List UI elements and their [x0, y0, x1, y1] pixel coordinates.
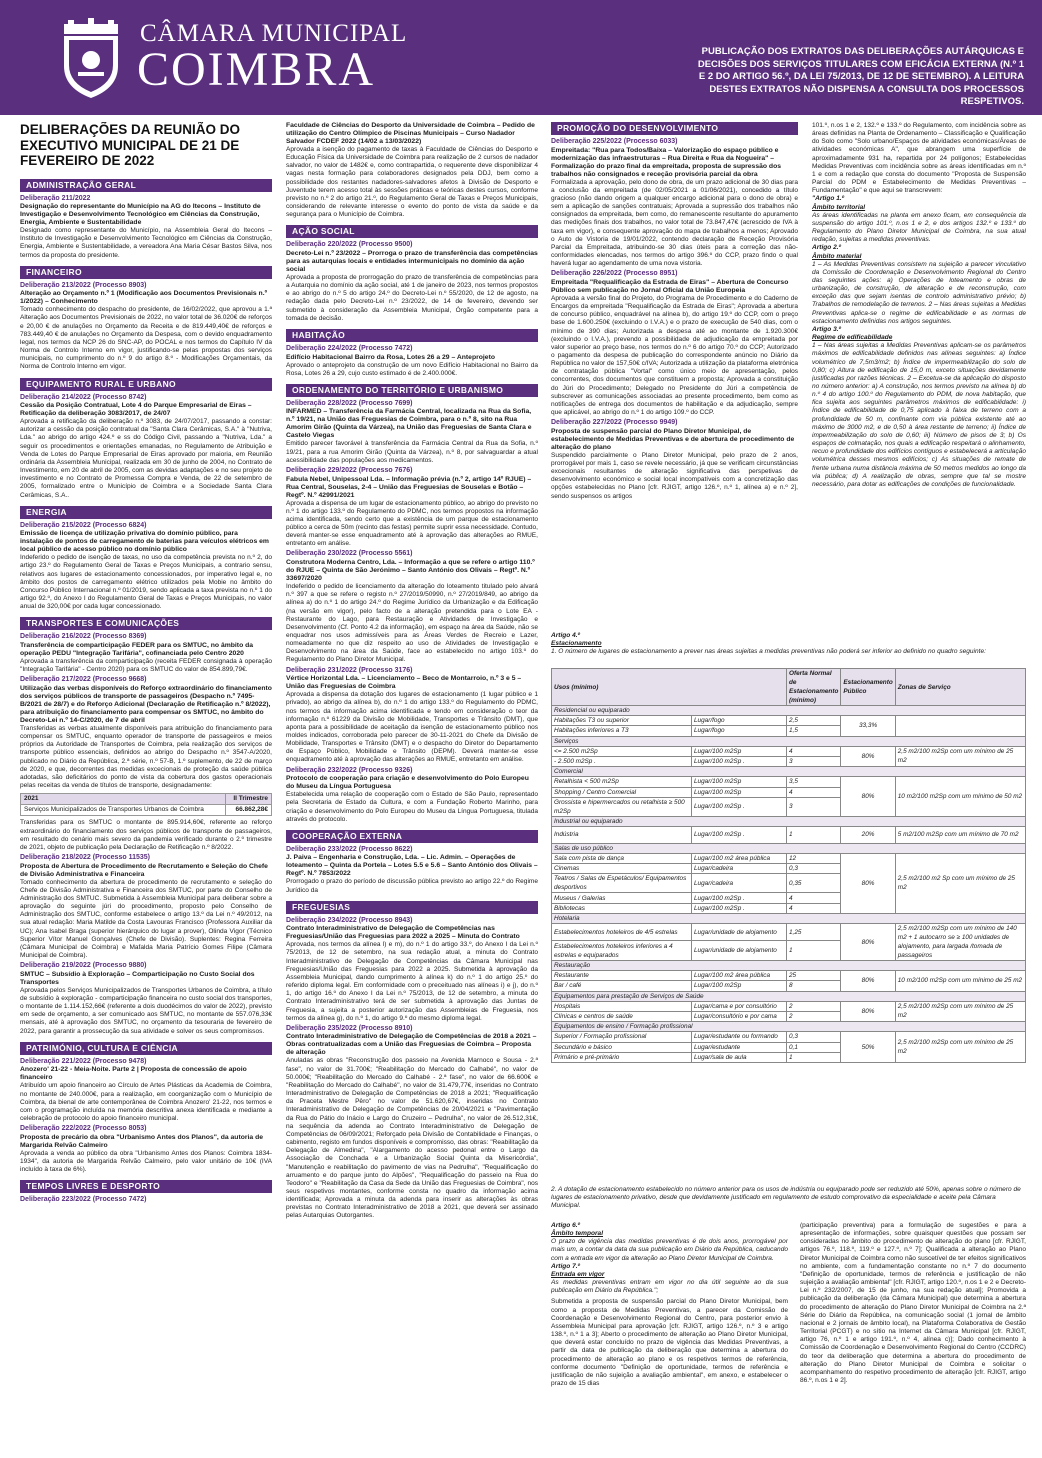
cell-use: - 2.500 m2Sp . [552, 756, 692, 766]
deliberation-number: Deliberação 230/2022 (Processo 5561) [286, 550, 413, 558]
deliberation-title: Contrato Interadministrativo de Delegação de Competências nas Freguesias/União das Freguesias para 2022 a 2025 – Minuta do Contrato [286, 925, 520, 941]
cell-unit: Lugar/estudante ou formando [692, 1032, 787, 1042]
header-zonas: Zonas de Serviço [895, 669, 1025, 706]
section-heading: ADMINISTRAÇÃO GERAL [20, 179, 272, 192]
table-row [552, 706, 1026, 716]
table-value: 66.862,28€ [226, 805, 272, 816]
cell-use: Bibliotecas [552, 903, 692, 913]
deliberation-text: Aprovada pelos Serviços Municipalizados de Transportes Urbanos de Coimbra, a título de subsídio à exploração - comparticipação financeira no custo social dos transportes, o montante de 1.114.152,66€ (referente a dois duodécimos do valor de 2022), previsto em sede de orçamento, a ser comunicado aos SMTUC, no montante de 557.076,33€ mensais, até à aprovação dos SMTUC, no orçamento da tesouraria de fevereiro de 2022, para garantir a prossecução da sua atividade e solver os seus compromissos. [20, 986, 272, 1035]
deliberation-title: Transferência de comparticipação FEDER para os SMTUC, no âmbito da operação PEDU "Integração Tarifária", cofinanciada pelo Centro 2020 [20, 642, 254, 657]
group-label: Equipamentos de ensino / Formação profissional [552, 1022, 1026, 1032]
deliberation-number: Deliberação 220/2022 (Processo 9500) [286, 241, 413, 249]
deliberation-text: Tomado conhecimento da abertura de procedimento de recrutamento e seleção do Chefe de Divisão Administrativa e Financeira dos SMTUC, por parte do Conselho de Administração dos SMTUC. Submetida à Assembleia Municipal para deliberar sobre a aprovação do seguinte júri do procedimento, proposto pelo Conselho de Administração dos SMTUC, conforme estabelece o artigo 13.º da Lei n.º 49/2012, na sua atual redação: Maria Matilde da Costa Lavouras Francisco (Professora Auxiliar da UC); Ana Isabel Braga (superior hierárquico do lugar a prover), Olinda Vigor (Técnico Superior Vítor Manuel Gonçalves (Chefe de Divisão). Suplentes: Regina Ferreira (Câmara Municipal de Coimbra) e Mafalda Maria Patrício Gomes Filipe (Câmara Municipal de Coimbra). [20, 878, 272, 960]
section-heading: TEMPOS LIVRES E DESPORTO [20, 1180, 272, 1193]
article-4 [551, 632, 1026, 656]
cell-public: 80% [841, 924, 895, 961]
cell-service-zone: 2,5 m2/100 m2Sp com um mínimo de 25 m2 [895, 746, 1025, 766]
deliberation-title: Empreitada "Requalificação da Estrada de Eiras" – Abertura de Concurso Público sem publicação no Jornal Oficial da União Europeia [551, 278, 789, 294]
cell-use: Hospitais [552, 1001, 692, 1011]
deliberation-text: Aprovado o anteprojeto da construção de um novo Edifício Habitacional no Bairro da Rosa, Lotes 26 a 29, cujo custo estimado é de 2.400.000€. [286, 361, 538, 377]
article-subheading: Âmbito temporal [551, 1230, 604, 1238]
cell-value: 4 [787, 787, 841, 797]
deliberation-number: Deliberação 218/2022 (Processo 11535) [20, 854, 150, 862]
cell-use: Estabelecimentos hoteleiros inferiores a 4 estrelas e equiparados [552, 941, 692, 961]
cell-use: Secundário e básico [552, 1042, 692, 1052]
cell-unit: Lugar/100 m2Sp . [692, 797, 787, 816]
deliberation-text: Tomado conhecimento do despacho do presidente, de 16/02/2022, que aprovou a 1.ª Alteração aos Documentos Previsionais de 2022, no valor total de 36.020€ de reforços e 20,00 € de anulações no Orçamento da Receita e de 819.449,40€ de reforços e 783.449,40 € de anulações no Orçamento da Despesa, com o devido enquadramento legal, nos termos da NCP 26 do SNC-AP, do POCAL e nos termos do Capítulo IV da Norma de Controlo Interno em vigor, justificando-se pelas propostas dos serviços municipais, no cumprimento do n.º 9 do artigo 8.º - Modificações Orçamentais, da Norma de Controlo Interno em vigor. [20, 306, 272, 371]
cell-service-zone: 10 m2/100 m2Sp com um mínimo de 25 m2 [895, 971, 1025, 991]
table-row [552, 1001, 1026, 1011]
deliberation-title: INFARMED – Transferência da Farmácia Central, localizada na Rua da Sofia, n.º 19/21, na União das Freguesias de Coimbra, para o n.º 8, sito na Rua Amorim Girão (Quinta da Várzea), na União das Freguesias de Santa Clara e Castelo Viegas [286, 408, 532, 440]
header-banner [0, 0, 1042, 115]
cell-value: 1,5 [787, 726, 841, 736]
table-row [552, 913, 1026, 923]
deliberation-title: Proposta de Abertura de Procedimento de Recrutamento e Seleção do Chefe de Divisão Administrativa e Financeira [20, 862, 268, 878]
section-heading: EQUIPAMENTO RURAL E URBANO [20, 378, 272, 391]
deliberation-text: Emitido parecer favorável à transferência da Farmácia Central da Rua da Sofia, n.º 19/21, para a rua Amorim Girão (Quinta da Várzea), n.º 8, por salvaguardar a atual acessibilidade das populações aos medicamentos. [286, 440, 538, 464]
cell-unit: Lugar/100 m2 área pública [692, 971, 787, 981]
publication-notice: PUBLICAÇÃO DOS EXTRATOS DAS DELIBERAÇÕES AUTÁRQUICAS E DECISÕES DOS SERVIÇOS TITULARES COM EFICÁCIA EXTERNA (N.º 1 E 2 DO ARTIGO 56.º, DA LEI 75/2013, DE 12 DE SETEMBRO). A LEITURA DESTES EXTRATOS NÃO DISPENSA A CONSULTA DOS PROCESSOS RESPETIVOS. [697, 46, 1024, 107]
column-1 [20, 122, 272, 1452]
cell-unit: Lugar/cama e por consultório [692, 1001, 787, 1011]
table-row [552, 854, 1026, 864]
article-heading: "Artigo 1.º [812, 195, 845, 203]
section-heading: PROMOÇÃO DO DESENVOLVIMENTO [551, 122, 798, 135]
deliberation-number: Deliberação 216/2022 (Processo 8369) [20, 633, 147, 641]
header-oferta: Oferta Normal de Estacionamento (mínimo) [787, 669, 841, 706]
cell-public: 50% [841, 1032, 895, 1063]
deliberation-text: Formalizada a aprovação, pelo dono de obra, de um prazo adicional de 30 dias para a conclusão da empreitada (de 02/05/2021 a 01/06/2021), concedido a título gracioso (não dando origem a qualquer encargo adicional para o dono de obra) e sem a aplicação de sanções contratuais; Aprovada a supressão dos trabalhos não consignados da empreitada, bem como, do remanescente resultante do apuramento das medições finais dos trabalhos, no valor total de 73.847,47€ (acrescido de IVA à taxa em vigor), e consequente aprovação do mapa de trabalhos a menos; Aprovado o Auto de Vistoria de 19/01/2022, contendo declaração de Receção Provisória Parcial da Empreitada, atribuindo-se 30 dias úteis para a correção das não-conformidades elencadas, nos termos do artigo 396.º do CCP, prazo findo o qual haverá lugar ao agendamento de uma nova vistoria. [551, 178, 798, 268]
cell-service-zone: 2,5 m2/100 m2Sp com um mínimo de 140 m2 + 1 autocarro se ≥ 100 unidades de alojamento, para largada /tomada de passageiros [895, 924, 1025, 961]
cell-use: Retalhista < 500 m2Sp [552, 777, 692, 787]
cell-unit: Lugar/100 m2Sp . [692, 826, 787, 843]
deliberation-number: Deliberação 221/2022 (Processo 9478) [20, 1057, 147, 1065]
cell-service-zone: 10 m2/100 m2Sp com um mínimo de 50 m2 [895, 777, 1025, 816]
deliberation-text: Aprovada a retificação da deliberação n.º 3083, de 24/07/2017, passando a constar: autorizar a cessão da posição contratual da "Santa Clara Cerâmicas, S.A." à "Nutriva, Lda." ao abrigo do artigo 424.º e ss do Código Civil, passando a "Nutriva, Lda." a seguir os procedimentos e orientações emanadas, no Regulamento de Atribuição e Venda de Lotes do Parque Empresarial de Eiras aprovado por maioria, em Reunião ordinária da Assembleia Municipal, realizada em 30 de junho de 2004, no Contrato de Investimento, em 20 de abril de 2005, com as devidas adaptações e no seu projeto de investimento e no Contrato de Promessa Compra e Venda, de 22 de setembro de 2005, formalizado entre o Município de Coimbra e a Sociedade Santa Clara Cerâmicas, S.A.. [20, 418, 272, 499]
deliberation-title: Proposta de precário da obra "Urbanismo Antes dos Planos", da autoria de Margarida Relvão Calmeiro [20, 1133, 264, 1149]
cell-value: 2 [787, 1001, 841, 1011]
deliberation-text: Prorrogado o prazo do período de discussão pública previsto ao artigo 22.º do Regime Jurídico da [286, 878, 538, 894]
cell-service-zone: 5 m2/100 m2Sp com um mínimo de 70 m2 [895, 826, 1025, 843]
deliberation-text: Aprovada a proposta de prorrogação do prazo de transferência de competências para a Autarquia no domínio da ação social, até 1 de janeiro de 2023, nos termos propostos e ao abrigo do n.º 5 do artigo 24.º do Decreto-Lei n.º 55/2020, de 12 de agosto, na redação dada pelo Decreto-Lei n.º 23/2022, de 14 de fevereiro, devendo ser submetido à consideração da Assembleia Municipal, Órgão competente para a tomada de decisão. [286, 274, 538, 322]
cell-unit: Lugar/cadeira [692, 874, 787, 893]
parking-table [551, 668, 1026, 1063]
group-label: Industrial ou equiparado [552, 816, 1026, 826]
cell-use: Grossista e hipermercados ou retalhista ≥ 500 m2Sp [552, 797, 692, 816]
deliberation-text: Designado como representante do Município, na Assembleia Geral do Itecons – Instituto de Investigação e Desenvolvimento Tecnológico em Ciências da Construção, Energia, Ambiente e Sustentabilidade, a vereadora Ana Maria César Bastos Silva, nos termos da proposta do presidente. [20, 227, 272, 259]
deliberation-number: Deliberação 227/2022 (Processo 9949) [551, 419, 678, 427]
cell-use: Museus / Galerias [552, 893, 692, 903]
smtuc-table [20, 793, 272, 816]
page-title: DELIBERAÇÕES DA REUNIÃO DO EXECUTIVO MUNICIPAL DE 21 DE FEVEREIRO DE 2022 [20, 122, 241, 168]
cell-unit: Lugar/100 m2Sp . [692, 756, 787, 766]
deliberation-number: Deliberação 213/2022 (Processo 8903) [20, 281, 147, 289]
cell-unit: Lugar/100 m2Sp [692, 777, 787, 787]
deliberation-title: Empreitada: "Rua para Todos/Baixa – Valorização do espaço público e modernização das infraestruturas – Rua Direita e Rua da Nogueira" – Formalização do prazo final da empreitada, proposta de supressão dos trabalhos não consignados e receção provisória parcial da obra [551, 146, 782, 178]
deliberation-title: Faculdade de Ciências do Desporto da Universidade de Coimbra – Pedido de utilização do Centro Olímpico de Piscinas Municipais – Curso Nadador Salvador FCDEF 2022 (14/02 a 13/03/2022) [286, 122, 535, 145]
group-label: Residencial ou equiparado [552, 706, 1026, 716]
cell-use: Estabelecimentos hoteleiros de 4/5 estrelas [552, 924, 692, 941]
deliberation-title: Contrato Interadministrativo de Delegação de Competências de 2018 a 2021 – Obras contratualizadas com a União das Freguesias de Coimbra – Proposta de alteração [286, 1033, 537, 1057]
cell-unit: Lugar/estudante [692, 1042, 787, 1052]
cell-public: 33,3% [841, 716, 895, 736]
cell-service-zone [895, 716, 1025, 736]
cell-use: <= 2.500 m2Sp [552, 746, 692, 756]
section-heading: PATRIMÓNIO, CULTURA E CIÊNCIA [20, 1042, 272, 1055]
paragraph: Submetida a proposta de suspensão parcial do Plano Diretor Municipal, bem como a proposta de Medidas Preventivas, a parecer da Comissão de Coordenação e Desenvolvimento Regional do Centro, para posterior envio à Assembleia Municipal para aprovação [cfr. RJIGT, artigo 126.º, n.º 3 e artigo 138.º, n.º 1 a 3]; Aberto o procedimento de alteração ao Plano Diretor Municipal, que deverá estar concluído no prazo de vigência das Medidas Preventivas, a partir da data de publicação da deliberação que determina a abertura do procedimento de alteração ao plano e os respetivos termos de referência, conforme documento "Definição de oportunidade, termos de referência e justificação de não sujeição a avaliação ambiental", em anexo, e estabelecer o prazo de 15 dias [551, 1298, 788, 1387]
column-3 [551, 122, 798, 632]
cell-value: 12 [787, 854, 841, 864]
deliberation-title: Vértice Horizontal Lda. – Licenciamento – Beco de Montarroio, n.º 3 e 5 – União das Freguesias de Coimbra [286, 675, 522, 691]
coimbra-coat-of-arms-icon [56, 18, 126, 102]
article-heading: Artigo 2.º [812, 244, 841, 252]
section-heading: COOPERAÇÃO EXTERNA [286, 830, 538, 843]
cell-value: 8 [787, 981, 841, 991]
section-heading: FINANCEIRO [20, 266, 272, 279]
cell-use: Indústria [552, 826, 692, 843]
cell-use: Primário e pré-primário [552, 1052, 692, 1062]
brand-line-1: CÂMARA MUNICIPAL [140, 20, 408, 47]
deliberation-text: Indeferido o pedido de licenciamento da alteração do loteamento titulado pelo alvará n.º 397 a que se refere o registo n.º 27/2019/50990, n.º 27/2019/849, ao abrigo da alínea a) do n.º 1 do artigo 24.º do Regime Jurídico da Urbanização e da Edificação (na versão em vigor), pelo facto de a alteração pretendida para o Lote EA - Restaurante do Lago, para Restauração e Atividades de Investigação e Desenvolvimento (Cf. Ponto 4.2 da informação), em espaço na área da Saúde, não se enquadrar nos usos admissíveis para as Áreas Verdes de Recreio e Lazer, nomeadamente no que diz respeito ao uso de Atividades de Investigação e Desenvolvimento na área da Saúde, face ao estabelecido no artigo 103.º do Regulamento do Plano Diretor Municipal. [286, 583, 538, 664]
group-label: Salas de uso público [552, 843, 1026, 853]
section-heading: FREGUESIAS [286, 901, 538, 914]
section-heading: ORDENAMENTO DO TERRITÓRIO E URBANISMO [286, 384, 538, 397]
section-heading: HABITAÇÃO [286, 329, 538, 342]
cell-value: 4 [787, 903, 841, 913]
cell-use: Habitações T3 ou superior [552, 716, 692, 726]
cell-use: Shopping / Centro Comercial [552, 787, 692, 797]
cell-unit: Lugar/100 m2Sp . [692, 893, 787, 903]
deliberation-title: Protocolo de cooperação para criação e desenvolvimento do Polo Europeu do Museu da Língua Portuguesa [286, 775, 529, 791]
deliberation-number: Deliberação 214/2022 (Processo 8742) [20, 393, 147, 401]
section-heading: ENERGIA [20, 506, 272, 519]
cell-value: 3,5 [787, 777, 841, 787]
paragraph: 101.º, n.os 1 e 2, 132.º e 133.º do Regulamento, com incidência sobre as áreas definidas na Planta de Ordenamento – Classificação e Qualificação do Solo como "Solo urbano/Espaços de atividades económicas/Áreas de atividades económicas A", que abrangem uma superfície de aproximadamente 931 ha, repartida por 24 polígonos; Estabelecidas Medidas Preventivas com incidência sobre as áreas identificadas em n.º 1 e com a redação que consta do documento "Proposta de Suspensão Parcial do PDM e Estabelecimento de Medidas Preventivas – Fundamentação" e que aqui se transcrevem: [812, 122, 1026, 195]
cell-public: 20% [841, 826, 895, 843]
deliberation-number: Deliberação 234/2022 (Processo 8943) [286, 916, 413, 924]
deliberation-title: Construtora Moderna Centro, Lda. – Informação a que se refere o artigo 110.º do RJUE – Quinta de São Jerónimo – Santo António dos Olivais – Regtº. N.º 33697/2020 [286, 559, 535, 583]
deliberation-text: Aprovada a dispensa de um lugar de estacionamento público, ao abrigo do previsto no n.º 1 do artigo 133.º do Regulamento do PDMC, nos termos propostos na informação acima identificada, sendo certo que a existência de um parque de estacionamento público a cerca de 50m (recinto das festas) permite suprir essa necessidade. Contudo, deverá manter-se esse enquadramento até à aprovação das alterações ao RMUE, entretanto em análise. [286, 499, 538, 548]
cell-unit: Lugar/100 m2 área pública [692, 854, 787, 864]
group-label: Serviços [552, 736, 1026, 746]
cell-value: 3 [787, 797, 841, 816]
article-subheading: Regime de edificabilidade [812, 334, 893, 342]
deliberation-title: SMTUC – Subsídio à Exploração – Comparticipação no Custo Social dos Transportes [20, 970, 255, 986]
cell-unit: Lugar/unidade de alojamento [692, 924, 787, 941]
cell-value: 0,1 [787, 1042, 841, 1052]
cell-value: 0,35 [787, 874, 841, 893]
article-heading: Artigo 3.º [812, 325, 841, 333]
cell-use: Superior / Formação profissional [552, 1032, 692, 1042]
deliberation-title: Emissão de licença de utilização privativa do domínio público, para instalação de pontos de carregamento de baterias para veículos elétricos em local público de acesso público no domínio público [20, 530, 269, 554]
article-heading: Artigo 6.º [551, 1222, 580, 1229]
cell-use: Clínicas e centros de saúde [552, 1011, 692, 1021]
deliberation-text: Transferidas para os SMTUC o montante de 895.914,60€, referente ao reforço extraordinário do financiamento dos serviços públicos de transporte de passageiros, em resultado do cenário mais severo da pandemia verificado durante o 2.º trimestre de 2021, objeto de publicação pela Declaração de Retificação n.º 8/2022. [20, 819, 272, 851]
cell-unit: Lugar/sala de aula [692, 1052, 787, 1062]
cell-service-zone: 2,5 m2/100 m2Sp com um mínimo de 25 m2 [895, 1032, 1025, 1063]
article-text: As medidas preventivas entram em vigor no dia útil seguinte ao da sua publicação em Diário da República."; [551, 1279, 788, 1295]
deliberation-number: Deliberação 217/2022 (Processo 9668) [20, 676, 147, 684]
deliberation-number: Deliberação 211/2022 [20, 194, 91, 202]
deliberation-number: Deliberação 225/2022 (Processo 6033) [551, 138, 678, 145]
column-5 [551, 1222, 788, 1452]
cell-unit: Lugar/fogo [692, 726, 787, 736]
article-text: 1 – As Medidas Preventivas consistem na sujeição a parecer vinculativo da Comissão de Coordenação e Desenvolvimento Regional do Centro das seguintes ações: a) Operações de loteamento e obras de urbanização, de construção, de alteração e de reconstrução, com exceção das que sejam isentas de controlo administrativo prévio; b) Trabalhos de remodelação de terrenos. 2 – Nas áreas sujeitas a Medidas Preventivas aplica-se o regime de edificabilidade e as normas de estacionamento definidas nos artigos seguintes. [812, 260, 1026, 325]
section-heading: AÇÃO SOCIAL [286, 225, 538, 238]
deliberation-text: Atribuído um apoio financeiro ao Círculo de Artes Plásticas da Academia de Coimbra, no montante de 240.000€, para a realização, em coorganização com o Município de Coimbra, da bienal de arte contemporânea de Coimbra Anozero' 21-22, nos termos e com o programação incluída na memória descritiva anexa identificada e mediante a celebração de protocolo do apoio financeiro municipal. [20, 1082, 272, 1122]
table-row [552, 971, 1026, 981]
article-heading: Artigo 7.º [551, 1262, 580, 1270]
cell-use: Bar / café [552, 981, 692, 991]
cell-value: 4 [787, 893, 841, 903]
cell-unit: Lugar/cadeira [692, 864, 787, 874]
table-year: 2021 [21, 794, 226, 805]
deliberation-number: Deliberação 229/2022 (Processo 7676) [286, 466, 413, 474]
cell-unit: Lugar/unidade de alojamento [692, 941, 787, 961]
cell-value: 1 [787, 941, 841, 961]
column-2 [286, 122, 538, 1452]
column-4 [812, 122, 1026, 632]
group-label: Restauração [552, 961, 1026, 971]
deliberation-number: Deliberação 235/2022 (Processo 8910) [286, 1024, 413, 1032]
deliberation-text: Aprovada a venda ao público da obra "Urbanismo Antes dos Planos: Coimbra 1834-1934", da autoria de Margarida Relvão Calmeiro, pelo valor unitário de 10€ (IVA incluído à taxa de 6%). [20, 1149, 272, 1174]
section-heading: TRANSPORTES E COMUNICAÇÕES [20, 617, 272, 630]
deliberation-title: Proposta de suspensão parcial do Plano Diretor Municipal, de estabelecimento de Medidas Preventivas e de abertura de procedimento de alteração do plano [551, 427, 795, 451]
cell-value: 2 [787, 1011, 841, 1021]
deliberation-number: Deliberação 215/2022 (Processo 6824) [20, 521, 147, 529]
cell-value: 2,5 [787, 716, 841, 726]
cell-public: 80% [841, 746, 895, 766]
cell-value: 25 [787, 971, 841, 981]
cell-use: Restaurante [552, 971, 692, 981]
table-row [552, 924, 1026, 941]
article-subheading: Estacionamento [551, 640, 602, 647]
cell-value: 0,3 [787, 864, 841, 874]
article-subheading: Âmbito territorial [812, 203, 866, 211]
deliberation-text: Estabelecida uma relação de cooperação com o Estado de São Paulo, representado pela Secretaria de Estado da Cultura, e com a Fundação Roberto Marinho, para criação e desenvolvimento do Polo Europeu do Museu da Língua Portuguesa, titulada através do protocolo. [286, 791, 538, 823]
article-text: 1. O número de lugares de estacionamento a prever nas áreas sujeitas a medidas preventivas não poderá ser inferior ao definido no quadro seguinte: [551, 648, 986, 655]
column-6 [800, 1222, 1026, 1452]
deliberation-number: Deliberação 232/2022 (Processo 9326) [286, 766, 413, 774]
table-row [552, 961, 1026, 971]
deliberation-text: Aprovada, nos termos da alínea l) e m), do n.º 1 do artigo 33.º, do Anexo I da Lei n.º 75/2013, de 12 de setembro, na sua redação atual, a minuta do Contrato Interadministrativo de Delegação de Competências da Câmara Municipal nas Freguesias/União das Freguesias para 2022 a 2025. Submetida à aprovação da Assembleia Municipal, dando cumprimento à alínea k) do n.º 1 do artigo 25.º do referido diploma legal. Em conformidade com o preceituado nas alíneas i) e j), do n.º 1, do artigo 16.º do Anexo I da Lei n.º 75/2013, de 12 de setembro, a minuta do Contrato Interadministrativo terá de ser submetida à aprovação das Juntas de Freguesia, a sujeita a posterior autorização das Assembleias de Freguesia, nos termos da alínea g), do n.º 1, do artigo 9.º do mesmo diploma legal. [286, 941, 538, 1022]
cell-public: 80% [841, 971, 895, 991]
table-row [552, 1032, 1026, 1042]
article-heading: Artigo 4.º [551, 632, 580, 639]
article-4-note: 2. A dotação de estacionamento estabelecido no número anterior para os usos de indústria ou equiparado pode ser reduzido até 50%, apenas sobre o número de lugares de estacionamento privativo, desde que devidamente justificado em regulamento de estudo comprovativo da especialidade e aceite pela Câmara Municipal. [551, 1186, 1021, 1209]
deliberation-number: Deliberação 223/2022 (Processo 7472) [20, 1196, 147, 1204]
deliberation-text: Aprovada a dispensa da dotação dos lugares de estacionamento (1 lugar público e 1 privado), ao abrigo da alínea b), do n.º 1 do artigo 133.º do Regulamento do PDMC, nos termos da informação acima identificada e tendo em consideração o teor da informação n.º 61229 da Divisão de Mobilidade, Transportes e Trânsito (DMT), que aponta para a possibilidade de aceitação da isenção de estacionamento público nos moldes indicados, corroborada pelo parecer de 30-11-2021 do Chefe da Divisão de Mobilidade, Transportes e Trânsito (DMT) e o despacho do Diretor do Departamento de Espaço Público, Mobilidade e Trânsito (DEPM). Deverá manter-se esse enquadramento até à aprovação das alterações ao RMUE, entretanto em análise. [286, 691, 538, 764]
deliberation-title: Alteração ao Orçamento n.º 1 (Modificação aos Documentos Previsionais n.º 1/2022) – Conhecimento [20, 290, 268, 306]
cell-unit: Lugar/fogo [692, 716, 787, 726]
deliberation-number: Deliberação 222/2022 (Processo 8053) [20, 1125, 147, 1133]
deliberation-title: Anozero' 21-22 - Meia-Noite. Parte 2 | Proposta de concessão de apoio financeiro [20, 1066, 247, 1082]
cell-unit: Lugar/100 m2Sp [692, 981, 787, 991]
deliberation-number: Deliberação 233/2022 (Processo 8622) [286, 845, 413, 853]
article-subheading: Entrada em vigor [551, 1270, 605, 1278]
table-row [552, 746, 1026, 756]
group-label: Hotelaria [552, 913, 1026, 923]
table-row [552, 736, 1026, 746]
deliberation-number: Deliberação 226/2022 (Processo 8951) [551, 270, 678, 278]
deliberation-number: Deliberação 231/2022 (Processo 3176) [286, 666, 413, 674]
cell-unit: Lugar/consultório e por cama [692, 1011, 787, 1021]
group-label: Equipamentos para prestação de Serviços de Saúde [552, 991, 1026, 1001]
table-row [552, 716, 1026, 726]
cell-service-zone: 2,5 m2/100 m2Sp com um mínimo de 25 m2 [895, 1001, 1025, 1021]
paragraph: (participação preventiva) para a formulação de sugestões e para a apresentação de informações, sobre quaisquer questões que possam ser consideradas no âmbito do procedimento de alteração do plano [cfr. RJIGT, artigos 76.º, 118.º, 119.º e 127.º, n.º 7]; Qualificada a alteração ao Plano Diretor Municipal de Coimbra como não suscetível de ter efeitos significativos no ambiente, com a fundamentação constante no n.º 7 do documento "Definição de oportunidade, termos de referência e justificação de não sujeição a avaliação ambiental" [cfr. RJIGT, artigo 120.º, n.os 1 e 2 e Decreto-Lei n.º 232/2007, de 15 de junho, na sua redação atual]; Promovida a publicação da deliberação (da Câmara Municipal) que determina a abertura do procedimento de alteração do Plano Diretor Municipal de Coimbra na 2.ª Série do Diário da República, na comunicação social (1 jornal de âmbito nacional e 2 jornais de âmbito local), na Plataforma Colaborativa de Gestão Territorial (PCGT) e no sítio na Internet da Câmara Municipal [cfr. RJIGT, artigo 76, n.º 1 e artigo 191.º, n.º 4, alínea c)]; Dado conhecimento à Comissão de Coordenação e Desenvolvimento Regional do Centro (CCDRC) do teor da deliberação que determina a abertura do procedimento de alteração do Plano Diretor Municipal de Coimbra e solicitar o acompanhamento do respetivo procedimento de alteração [cfr. RJIGT, artigo 86.º, n.os 1 e 2]. [800, 1222, 1026, 1384]
table-row [552, 816, 1026, 826]
deliberation-title: Utilização das verbas disponíveis do Reforço extraordinário do financiamento dos serviços públicos de transporte de passageiros (Despacho n.º 7495-B/2021 de 28/7) e do Reforço Adicional (Declaração de Retificação n.º 8/2022), para atribuição do financiamento para compensar os SMTUC, no âmbito do Decreto-Lei n.º 14-C/2020, de 7 de abril [20, 684, 272, 724]
cell-value: 3 [787, 756, 841, 766]
deliberation-number: Deliberação 224/2022 (Processo 7472) [286, 344, 413, 352]
deliberation-title: Edifício Habitacional Bairro da Rosa, Lotes 26 a 29 – Anteprojeto [286, 353, 495, 361]
table-row [552, 767, 1026, 777]
table-row [552, 843, 1026, 853]
table-row [552, 826, 1026, 843]
deliberation-text: Indeferido o pedido de isenção de taxas, no uso da competência prevista no n.º 2, do artigo 23.º do Regulamento Geral de Taxas e Preços Municipais, a contrario sensu, relativos aos lugares de estacionamento concessionados, por imperativo legal e, no âmbito dos postos de carregamento elétrico utilizados pela Mobie no âmbito do Concurso Público Internacional n.º 01/2019, sendo aplicada a taxa prevista no n.º 1 do artigo 92.º, do Anexo I do Regulamento Geral de Taxas e Preços Municipais, no valor anual de 320,00€ por cada lugar concessionado. [20, 554, 272, 611]
cell-use: Cinemas [552, 864, 692, 874]
cell-use: Sala com pista de dança [552, 854, 692, 864]
article-text: As áreas identificadas na planta em anexo ficam, em consequência da suspensão do artigo 101.º, n.os 1 e 2, e dos artigos 132.º e 133.º do Regulamento do Plano Diretor Municipal de Coimbra, na sua atual redação, sujeitas a medidas preventivas. [812, 211, 1026, 244]
deliberation-title: Designação do representante do Município na AG do Itecons – Instituto de Investigação e Desenvolvimento Tecnológico em Ciências da Construção, Energia, Ambiente e Sustentabilidade [20, 203, 261, 227]
brand-line-2: COIMBRA [137, 43, 376, 96]
cell-use: Teatros / Salas de Espetáculos/ Equipamentos desportivos [552, 874, 692, 893]
deliberation-text: Transferidas as verbas atualmente disponíveis para atribuição do financiamento para compensar os SMTUC, enquanto operador de transporte de passageiros e meios próprios da Autoridade de Transportes de Coimbra, pela realização dos serviços de transporte público essenciais, definidos ao abrigo do Despacho n.º 3547-A/2020, publicado no Diário da República, 2.ª série, n.º 57-B, 1.º suplemento, de 22 de março de 2020, e que, decorrentes das medidas excecionais de proteção da saúde pública adotadas, são deficitários do ponto de vista da cobertura dos gastos operacionais pelas receitas da venda de títulos de transporte, designadamente: [20, 724, 272, 789]
deliberation-title: Cessão da Posição Contratual, Lote 4 do Parque Empresarial de Eiras – Retificação da deliberação 3083/2017, de 24/07 [20, 402, 252, 418]
cell-use: Habitações inferiores a T3 [552, 726, 692, 736]
cell-service-zone: 2,5 m2/100 m2 Sp com um mínimo de 25 m2 [895, 854, 1025, 914]
header-publico: Estacionamento Público [841, 669, 895, 706]
article-text: O prazo de vigência das medidas preventivas é de dois anos, prorrogável por mais um, a contar da data da sua publicação em Diário da República, caducando com a entrada em vigor da alteração ao Plano Diretor Municipal de Coimbra. [551, 1238, 788, 1262]
deliberation-title: Decreto-Lei n.º 23/2022 – Prorroga o prazo de transferência das competências para as autarquias locais e entidades intermunicipais no domínio da ação social [286, 250, 538, 273]
table-row [552, 991, 1026, 1001]
deliberation-number: Deliberação 219/2022 (Processo 9880) [20, 962, 147, 970]
article-subheading: Âmbito material [812, 252, 862, 260]
deliberation-text: Aprovada a isenção do pagamento de taxas à Faculdade de Ciências do Desporto e Educação Física da Universidade de Coimbra para realização de 2 cursos de nadador salvador, no valor de 1482€ e, como contrapartida, o requerente deve disponibilizar 4 vagas nesta formação para colaboradores designados pela DDJ, bem como a possibilidade dos restantes nadadores-salvadores afetos à Divisão de Desporto e Juventude terem acesso total às sessões práticas e teóricas destes cursos, conforme previsto no n.º 2 do artigo 21.º, do Regulamento Geral de Taxas e Preços Municipais, considerando de relevante interesse o evento do ponto de vista da saúde e da segurança para o Município de Coimbra. [286, 146, 538, 219]
cell-unit: Lugar/100 m2Sp [692, 787, 787, 797]
table-quarter: II Trimestre [226, 794, 272, 805]
deliberation-text: Aprovada a versão final do Projeto, do Programa de Procedimento e do Caderno de Encargos da empreitada "Requalificação da Estrada de Eiras"; Aprovada a abertura de concurso público, enquadrável na alínea b), do artigo 19.º do CCP, com o preço base de 1.600.250€ (excluindo o I.V.A.) e o prazo de execução de 540 dias, com o mínimo de 390 dias; Autorizada a despesa até ao montante de 1.920.300€ (excluindo o I.V.A.), prevendo a possibilidade de adjudicação da empreitada por valor superior ao preço base, nos termos do n.º 6 do artigo 70.º do CCP; Autorizado o pagamento da despesa de publicação do correspondente anúncio no Diário da República no valor de 157,50€ c/IVA; Autorizada a utilização da plataforma eletrónica de contratação pública "Vortal" como único meio de apresentação, pelos concorrentes, dos documentos que constituem a proposta; Aprovada a constituição do Júri do Procedimento; Delegado no Presidente do Júri a competência de subscrever as comunicações associadas ao presente procedimento, bem como as notificações de entrega dos documentos de habilitação e da adjudicação, sempre que aplicável, ao abrigo do n.º 1 do artigo 109.º do CCP. [551, 294, 798, 417]
cell-value: 1 [787, 826, 841, 843]
deliberation-title: J. Paiva – Engenharia e Construção, Lda. – Lic. Admin. – Operações de loteamento – Quinta da Portela – Lotes 5.5 e 5.6 – Santo António dos Olivais – Regtº. N.º 7853/2022 [286, 854, 538, 878]
table-row [552, 777, 1026, 787]
cell-unit: Lugar/100 m2Sp . [692, 903, 787, 913]
cell-public: 80% [841, 854, 895, 914]
header-usos: Usos (mínimo) [552, 669, 787, 706]
cell-value: 1 [787, 1052, 841, 1062]
cell-public: 80% [841, 777, 895, 816]
deliberation-text: Aprovada a transferência da comparticipação (receita FEDER consignada à operação "Integração Tarifária" - Centro 2020) para os SMTUC do valor de 854.899,79€. [20, 658, 272, 674]
deliberation-number: Deliberação 228/2022 (Processo 7699) [286, 399, 413, 407]
table-entity: Serviços Municipalizados de Transportes Urbanos de Coimbra [21, 805, 226, 816]
cell-public: 80% [841, 1001, 895, 1021]
deliberation-text: Anuladas as obras "Reconstrução dos passeio na Avenida Marnoco e Sousa - 2.ª fase", no valor de 31.700€; "Reabilitação do Mercado do Calhabé", no valor de 50.000€; "Reabilitação do Mercado do Calhabé - 2.ª fase", no valor de 66.600€ e "Reabilitação do Mercado do Calhabé", no valor de 31.479,77€, inseridas no Contrato Interadministrativo de Delegação de Competências de 2018 a 2021; "Requalificação da Praceta Mestre Pêro" no valor de 51.620,67€, inseridas no Contrato Interadministrativo de Delegação de Competências de 20/04/2021 e "Pavimentação da Rua do Pátio do Inácio e Largo do Cruzeiro – Pedrulha", no valor de 26.512,31€, na sequência da adenda ao Contrato Interadministrativo de Delegação de Competências de 06/09/2021; Reforçado pela Divisão de Contabilidade e Finanças, o cabimento, registo em fundos disponíveis e compromisso, das obras: "Reabilitação da Delegação de Almedina", "Alargamento do acesso pedonal entre o Largo da Associação de Conchada e a Urbanização Social Quinta da Misericórdia", "Manutenção e reabilitação do pavimento de vias na Pedrulha", "Requalificação do arruamento e do parque junto do Alpões", "Requalificação do passeio na Rua do Teodoro" e "Reabilitação da Casa da Sede da União das Freguesias de Coimbra", nos seus respetivos montantes, conforme consta no quadro da informação acima identificada; Aprovada a minuta da adenda para inserir as alterações às obras previstas no Contrato Interadministrativo de 2018 a 2021, que deverá ser assinado pelas Autarquias Outorgantes. [286, 1057, 538, 1220]
cell-value: 4 [787, 746, 841, 756]
cell-value: 0,3 [787, 1032, 841, 1042]
deliberation-title: Fabula Nebel, Unipessoal Lda. – Informação prévia (n.º 2, artigo 14º RJUE) – Rua Central, Souselas, 2-4 – União das Freguesias de Souselas e Botão – Regtº. N.º 42991/2021 [286, 475, 532, 499]
group-label: Comercial [552, 767, 1026, 777]
table-row [552, 1022, 1026, 1032]
deliberation-text: Suspendido parcialmente o Plano Diretor Municipal, pelo prazo de 2 anos, prorrogável por mais 1, caso se revele necessário, já que se verificam circunstâncias excecionais resultantes de alteração significativa das perspetivas de desenvolvimento económico e social local incompatíveis com a concretização das opções estabelecidas no Plano [cfr. RJIGT, artigo 126.º, n.º 1, alínea a) e n.º 2], sendo suspensos os artigos [551, 451, 798, 500]
cell-value: 1,25 [787, 924, 841, 941]
article-text: 1 – Nas áreas sujeitas a Medidas Preventivas aplicam-se os parâmetros máximos de edificabilidade definidos nas alíneas seguintes: a) Índice volumétrico de 7,5m3/m2; b) Índice de impermeabilização do solo de 0,80; c) Altura de edificação de 15,0 m, exceto situações devidamente justificadas por razões técnicas. 2 – Excetua-se da aplicação do disposto no número anterior: a) A construção, nos termos previsto na alínea b) do n.º 4 do artigo 100.º do Regulamento do PDM, de nova habitação, que fica sujeita aos seguintes parâmetros máximos de edificabilidade: i) Índice de edificabilidade de 0,75 aplicado à faixa de terreno com a profundidade de 50 m, confinante com via pública existente até ao máximo de 3000 m2, e de 0,50 à área restante de terreno; ii) Índice de impermeabilização do solo de 0,60; iii) Número de pisos de 3; b) Os espaços de colmatação, nos quais a edificação respeitará o alinhamento, recuo e profundidade dos edifícios contíguos e estabelecerá a articulação volumétrica desses mesmos edifícios; c) As situações de remate de frente urbana numa distância máxima de 50 metros medidos ao longo da via pública; d) A realização de obras, sempre que tal se mostre necessário, para dotar as edificações de condições de funcionalidade. [812, 342, 1026, 488]
cell-unit: Lugar/100 m2Sp [692, 746, 787, 756]
